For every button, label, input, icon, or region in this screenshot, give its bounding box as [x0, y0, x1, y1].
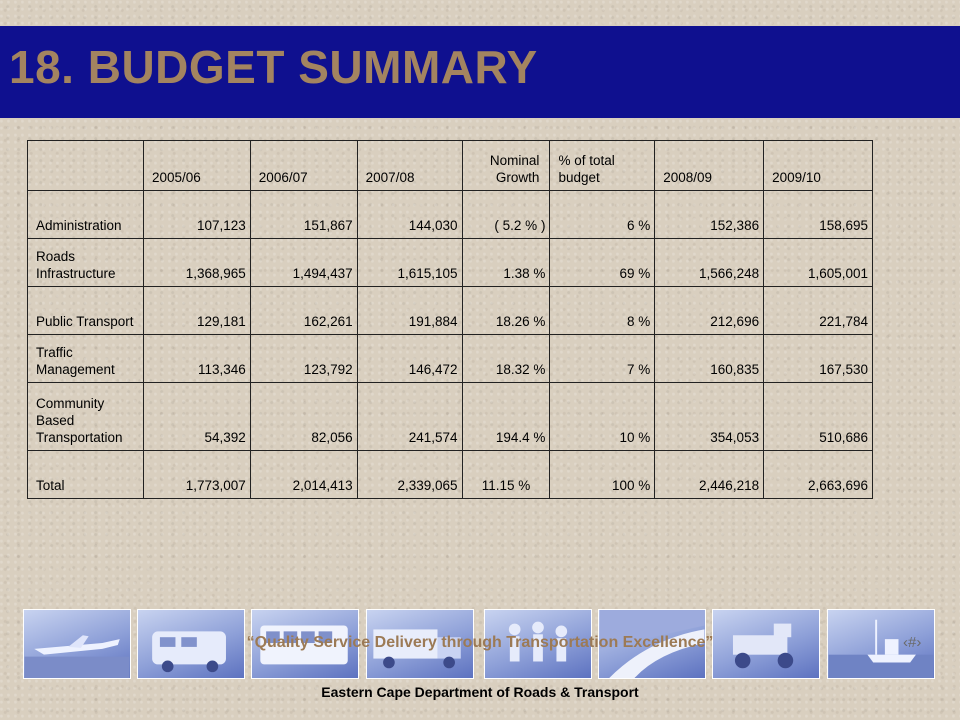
cell-2009-10: 1,605,001	[764, 239, 873, 287]
cell-2009-10: 158,695	[764, 191, 873, 239]
cell-2007-08: 2,339,065	[357, 451, 462, 499]
cell-2009-10: 167,530	[764, 335, 873, 383]
cell-nominal-growth: 194.4 %	[462, 383, 550, 451]
cell-2005-06: 1,368,965	[143, 239, 250, 287]
cell-nominal-growth: 1.38 %	[462, 239, 550, 287]
cell-2005-06: 113,346	[143, 335, 250, 383]
cell-2006-07: 162,261	[250, 287, 357, 335]
cell-2005-06: 1,773,007	[143, 451, 250, 499]
tagline: “Quality Service Delivery through Transportation Excellence”	[246, 634, 714, 651]
cell-2007-08: 241,574	[357, 383, 462, 451]
table-row	[28, 335, 873, 383]
cell-2008-09: 2,446,218	[655, 451, 764, 499]
header-cell-blank	[28, 141, 144, 191]
cell-2009-10: 2,663,696	[764, 451, 873, 499]
cell-2007-08: 146,472	[357, 335, 462, 383]
header-percent-of-total: % of total budget	[550, 141, 655, 191]
cell-percent-of-total: 6 %	[550, 191, 655, 239]
cell-2006-07: 151,867	[250, 191, 357, 239]
table-row	[28, 287, 873, 335]
cell-nominal-growth: 18.26 %	[462, 287, 550, 335]
page-number: ‹#›	[903, 634, 922, 651]
row-label: Total	[28, 451, 144, 499]
table-row-total	[28, 451, 873, 499]
table-header-row	[28, 141, 873, 191]
cell-percent-of-total: 10 %	[550, 383, 655, 451]
cell-percent-of-total: 69 %	[550, 239, 655, 287]
cell-percent-of-total: 100 %	[550, 451, 655, 499]
budget-table	[27, 140, 873, 499]
header-nominal-growth: Nominal Growth	[462, 141, 550, 191]
header-2005-06: 2005/06	[143, 141, 250, 191]
photo-aircraft	[23, 609, 131, 679]
cell-2006-07: 82,056	[250, 383, 357, 451]
cell-2007-08: 144,030	[357, 191, 462, 239]
cell-nominal-growth: 18.32 %	[462, 335, 550, 383]
cell-2005-06: 54,392	[143, 383, 250, 451]
row-label: Administration	[28, 191, 144, 239]
header-2007-08: 2007/08	[357, 141, 462, 191]
cell-2007-08: 191,884	[357, 287, 462, 335]
cell-2008-09: 160,835	[655, 335, 764, 383]
row-label: Roads Infrastructure	[28, 239, 144, 287]
row-label: Public Transport	[28, 287, 144, 335]
cell-2009-10: 510,686	[764, 383, 873, 451]
cell-2009-10: 221,784	[764, 287, 873, 335]
cell-2006-07: 1,494,437	[250, 239, 357, 287]
cell-2007-08: 1,615,105	[357, 239, 462, 287]
row-label: Traffic Management	[28, 335, 144, 383]
cell-2008-09: 354,053	[655, 383, 764, 451]
cell-2006-07: 2,014,413	[250, 451, 357, 499]
cell-nominal-growth: ( 5.2 % )	[462, 191, 550, 239]
cell-2006-07: 123,792	[250, 335, 357, 383]
table-row	[28, 191, 873, 239]
row-label: Community Based Transportation	[28, 383, 144, 451]
cell-2005-06: 107,123	[143, 191, 250, 239]
header-2008-09: 2008/09	[655, 141, 764, 191]
table-row	[28, 239, 873, 287]
header-2009-10: 2009/10	[764, 141, 873, 191]
cell-percent-of-total: 8 %	[550, 287, 655, 335]
cell-2008-09: 152,386	[655, 191, 764, 239]
table-row	[28, 383, 873, 451]
cell-2008-09: 212,696	[655, 287, 764, 335]
cell-percent-of-total: 7 %	[550, 335, 655, 383]
page-title: 18. BUDGET SUMMARY	[9, 41, 538, 93]
footer-department: Eastern Cape Department of Roads & Transport	[321, 684, 639, 700]
header-2006-07: 2006/07	[250, 141, 357, 191]
cell-nominal-growth: 11.15 %	[462, 451, 550, 499]
cell-2008-09: 1,566,248	[655, 239, 764, 287]
cell-2005-06: 129,181	[143, 287, 250, 335]
